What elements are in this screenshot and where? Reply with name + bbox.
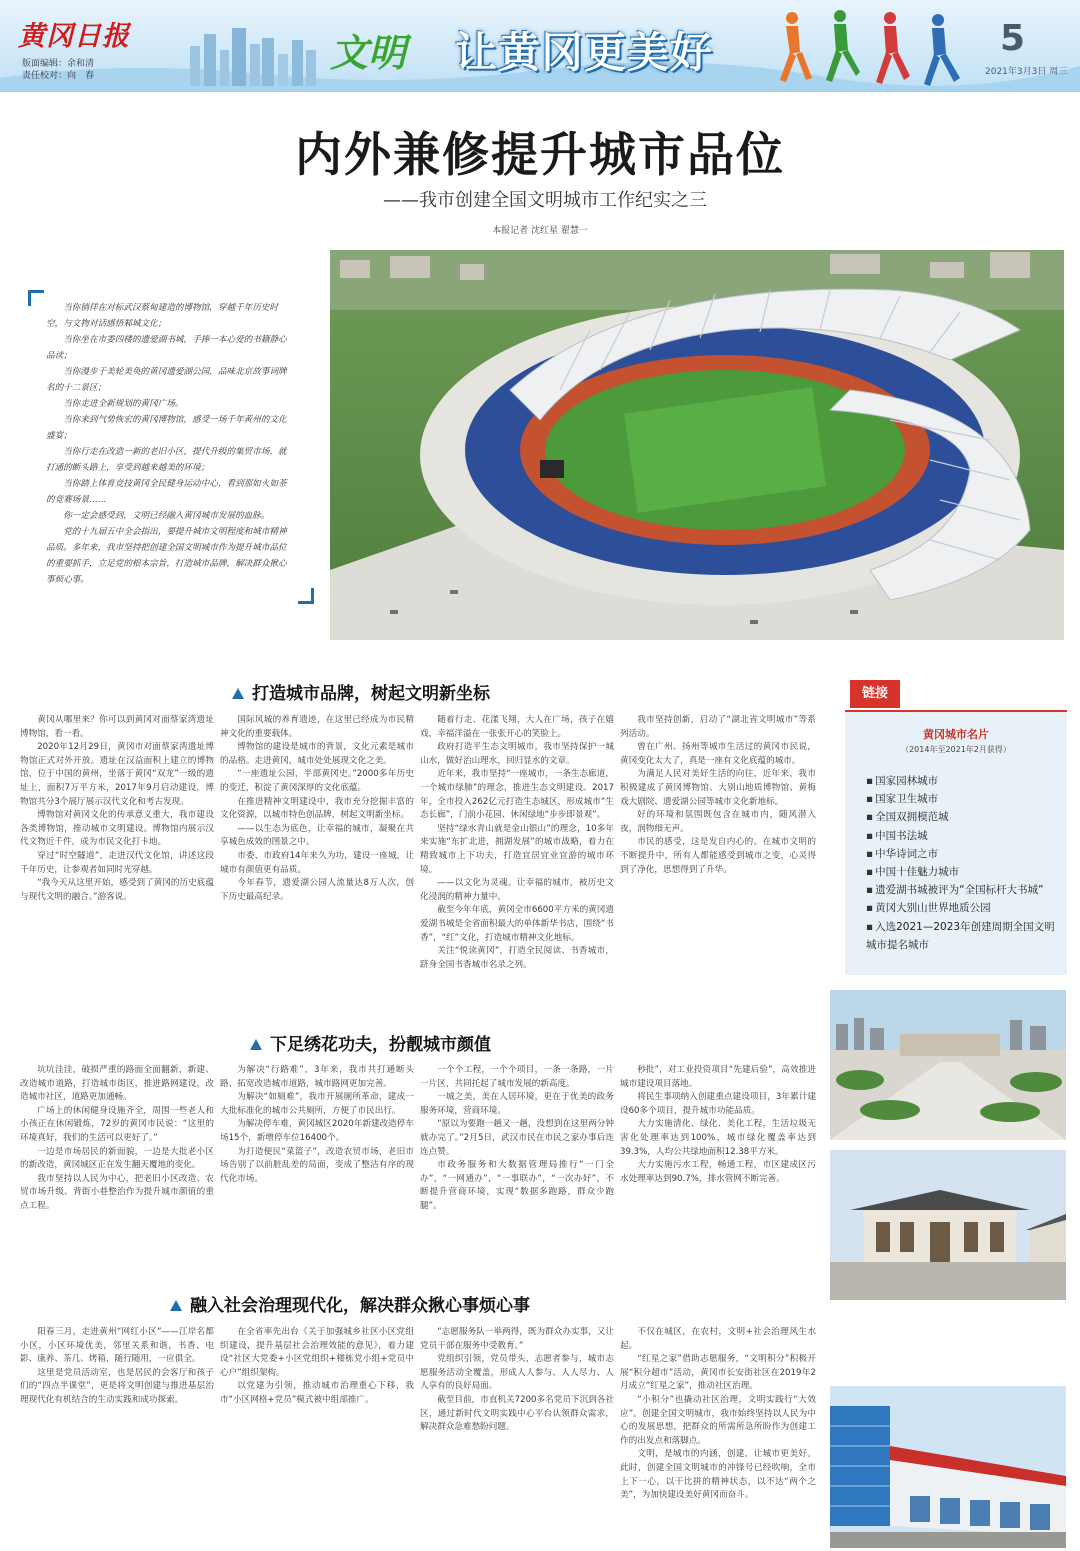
section-title-2 bbox=[250, 1030, 491, 1055]
list-item: ▪ 中国书法城 bbox=[866, 827, 1058, 845]
editor-credits bbox=[22, 58, 94, 82]
paragraph: 大力实施清化、绿化、美化工程，生活垃圾无害化处理率达到100%，城市绿化覆盖率达到39.3%，人均公共绿地面积12.38平方米。 bbox=[620, 1119, 816, 1157]
paragraph: 近年来，我市坚持“一座城市，一条生态廊道，一个城市绿肺”的理念，推进生态文明建设。2017年，全市投入262亿元打造生态城区，形成城市“生态长廊”，门前小花园、休闲绿地“步步即景观”。 bbox=[420, 769, 614, 821]
paragraph: 为解决停车难，黄冈城区2020年新建改造停车场15个，新增停车位16400个。 bbox=[220, 1119, 414, 1143]
modern-building-photo bbox=[830, 1386, 1066, 1548]
paragraph: 市委、市政府14年来久为功，建设一座城，让城市有颜值更有品质。 bbox=[220, 850, 414, 875]
page-number: 5 bbox=[1000, 18, 1026, 59]
paragraph: 我市坚持创新，启动了“湖北省文明城市”等系列活动。 bbox=[620, 715, 816, 739]
paragraph: 文明，是城市的内涵，创建，让城市更美好。此时，创建全国文明城市的冲锋号已经吹响，全市上下一心，以干比拼的精神状态，以不达“两个之美”，为加快建设美好黄冈而奋斗。 bbox=[620, 1449, 816, 1501]
editor-line: 版面编辑：余和清 bbox=[22, 59, 95, 69]
list-item: ▪ 国家园林城市 bbox=[866, 772, 1058, 790]
column-keyword: 文明 bbox=[330, 30, 407, 75]
section1-column-2 bbox=[220, 714, 414, 1006]
intro-bracket-top-left bbox=[28, 290, 44, 306]
proofreader-line: 责任校对：向 春 bbox=[22, 71, 95, 81]
paragraph: 坚持“绿水青山就是金山银山”的理念，10多年来实施“东扩北进，拥湖发展”的城市战略，着力在精致城市上下功夫，打造宜居宜业宜游的城市环境。 bbox=[420, 823, 614, 875]
intro-paragraph: 当你来到气势恢宏的黄冈博物馆，感受一场千年黄州的文化盛宴； bbox=[46, 415, 287, 441]
paragraph: 博物馆对黄冈文化的传承意义重大，我市建设各类博物馆，推动城市文明建设。博物馆内展示汉代文物近千件，成为市民文化打卡地。 bbox=[20, 810, 214, 848]
sidebar-period: （2014年至2021年2月获得） bbox=[901, 745, 1011, 754]
paragraph: 截至目前，市直机关7200多名党员下沉到各社区，通过新时代文明实践中心平台认领群众需求，解决群众急难愁盼问题。 bbox=[420, 1394, 614, 1433]
paragraph: 以党建为引领，推动城市治理重心下移，我市“小区网格+党员”模式被中组部推广。 bbox=[220, 1381, 414, 1405]
intro-paragraph: 当你漫步于美轮美奂的黄冈遗爱湖公园，品味北京故事词牌名的十二景区； bbox=[46, 367, 287, 393]
triangle-marker-icon bbox=[232, 688, 244, 699]
paragraph: 在推进精神文明建设中，我市充分挖掘丰富的文化资源，以城市特色创品牌，树起文明新坐标。 bbox=[220, 796, 414, 821]
paragraph: 今年春节，遗爱湖公园人流量达8万人次，创下历史最高纪录。 bbox=[220, 878, 414, 902]
section2-column-2 bbox=[220, 1064, 414, 1276]
paragraph: 广场上的休闲健身设施齐全，周围一些老人和小孩正在休闲锻炼，72岁的黄冈市民说：“这里的环境真好，我们的生活可以更好了。” bbox=[20, 1105, 214, 1143]
intro-paragraph: 当你徜徉在对标武汉蔡甸建造的博物馆，穿越千年历史时空，与文物对话感悟邾城文化； bbox=[46, 303, 279, 329]
list-item: ▪ 中国十佳魅力城市 bbox=[866, 863, 1058, 881]
page-headline: 内外兼修提升城市品位 bbox=[295, 128, 785, 183]
paragraph: 为解决“行路难”，3年来，我市共打通断头路、拓宽改造城市道路，城市路网更加完善。 bbox=[220, 1065, 414, 1089]
section2-column-4 bbox=[620, 1064, 816, 1276]
paragraph: “志愿服务队一举两得，既为群众办实事，又让党员干部在服务中受教育。” bbox=[420, 1327, 614, 1351]
paragraph: 我市坚持以人民为中心，把老旧小区改造、农贸市场升级、背街小巷整治作为提升城市颜值的重点工程。 bbox=[20, 1173, 214, 1211]
sidebar-title: 黄冈城市名片 bbox=[923, 728, 989, 741]
paragraph: 不仅在城区，在农村，文明+社会治理风生水起。 bbox=[620, 1327, 816, 1351]
list-item: ▪ 入选2021—2023年创建周期全国文明城市提名城市 bbox=[866, 918, 1058, 954]
list-item: ▪ 中华诗词之市 bbox=[866, 845, 1058, 863]
intro-paragraph: 你一定会感受到，文明已经融入黄冈城市发展的血脉。 bbox=[63, 511, 270, 521]
paragraph: 大力实施污水工程，畅通工程，市区建成区污水处理率达到90.7%，排水管网不断完善。 bbox=[620, 1160, 816, 1184]
paragraph: 市民的感受，这是发自内心的。在城市文明的不断提升中，所有人都能感受到城市之变，心灵得到了净化，思想得到了升华。 bbox=[620, 837, 816, 875]
section2-column-1 bbox=[20, 1064, 214, 1276]
paragraph: 2020年12月29日，黄冈市对面蔡家湾遗址博物馆正式对外开放。遗址在汉益面积上建立的博物馆，位于中国的黄州，坐落于黄冈“双龙”一级的遗址上，面积7万平方米，2017年9月启动建设，博物馆共分3个展厅展示汉代文化和考古发现。 bbox=[20, 742, 214, 807]
section3-column-1 bbox=[20, 1326, 214, 1546]
paragraph: 好的环境和氛围既包含在城市内，随风潜入夜，润物细无声。 bbox=[620, 810, 816, 834]
paragraph: 为打造便民“菜篮子”，改造农贸市场，老旧市场告别了以前脏乱差的局面，变成了整洁有序的现代化市场。 bbox=[220, 1146, 414, 1184]
paragraph: 曾在广州、扬州等城市生活过的黄冈市民说，黄冈变化太大了，真是一座有文化底蕴的城市。 bbox=[620, 742, 816, 766]
paragraph: 一边是市场居民的新面貌，一边是大批老小区的新改造，黄冈城区正在发生翻天覆地的变化。 bbox=[20, 1146, 214, 1171]
masthead-banner bbox=[0, 0, 1080, 92]
paragraph: “原以为要跑一趟又一趟，没想到在这里两分钟就办完了。”2月5日，武汉市民在市民之家办事后连连点赞。 bbox=[420, 1119, 614, 1157]
section-title-text: 下足绣花功夫，扮靓城市颜值 bbox=[270, 1035, 491, 1055]
intro-paragraph: 当你行走在改造一新的老旧小区，提代升级的集贸市场，就打通的断头路上，享受到越来越美的环境； bbox=[46, 447, 287, 473]
paragraph: 截至今年年底，黄冈全市6600平方米的黄冈遗爱湖书城是全省面积最大的单体新华书店，围绕“书香”，“红”文化，打造城市精神文化地标。 bbox=[420, 905, 614, 943]
paragraph: 这里是党员活动室，也是居民的会客厅和孩子们的“四点半课堂”，更是将文明创建与推进基层治理现代化有机结合的生动实践和成功探索。 bbox=[20, 1367, 214, 1405]
paragraph: ——以生态为底色，让幸福的城市，凝聚在共享城色成效的图景之中。 bbox=[220, 823, 414, 848]
paragraph: 一城之美，美在人居环境，更在于优美的政务服务环境，营商环境。 bbox=[420, 1092, 614, 1116]
list-item: ▪ 全国双拥模范城 bbox=[866, 808, 1058, 826]
section3-column-4 bbox=[620, 1326, 816, 1546]
city-plaza-photo bbox=[830, 990, 1066, 1140]
triangle-marker-icon bbox=[170, 1300, 182, 1311]
section1-column-4 bbox=[620, 714, 816, 1006]
paragraph: 政府打造平生态文明城市，我市坚持保护一城山水，做好治山理水，回归显水的文章。 bbox=[420, 742, 614, 766]
section-title-text: 打造城市品牌，树起文明新坐标 bbox=[252, 684, 490, 704]
paragraph: 穿过“时空隧道”，走进汉代文化馆，讲述这段千年历史，让参观者如同时光穿越。 bbox=[20, 850, 214, 875]
intro-paragraph: 当你坐在市委四楼的遗爱湖书城，手捧一本心爱的书籍静心品读； bbox=[46, 335, 287, 361]
paragraph: 为解决“如厕难”，我市开展厕所革命，建成一大批标准化的城市公共厕所，方便了市民出行。 bbox=[220, 1092, 414, 1116]
list-item: ▪ 遗爱湖书城被评为“全国标杆大书城” bbox=[866, 881, 1058, 899]
paragraph: “小积分”也撬动社区治理，文明实践行“大效应”。创建全国文明城市，我市始终坚持以人民为中心的发展思想，把群众的所需所急所盼作为创建工作的出发点和落脚点。 bbox=[620, 1394, 816, 1446]
paragraph: 随着行走、花漾飞翔，大人在广场，孩子在嬉戏，幸福洋溢在一张张开心的笑脸上。 bbox=[420, 715, 614, 739]
paragraph: 党组织引领，党员带头，志愿者参与，城市志愿服务活动全覆盖，形成人人参与、人人尽力、人人享有的良好局面。 bbox=[420, 1354, 614, 1392]
list-item: ▪ 黄冈大别山世界地质公园 bbox=[866, 899, 1058, 917]
section3-column-3 bbox=[420, 1326, 614, 1546]
section-title-3 bbox=[170, 1291, 530, 1316]
runners-illustration bbox=[770, 4, 990, 90]
city-honors-list bbox=[866, 772, 1058, 954]
section1-column-3 bbox=[420, 714, 614, 1006]
intro-paragraph: 当你踏上体育竞技黄冈全民健身运动中心，看到那如火如荼的竞赛场景…… bbox=[46, 479, 287, 505]
traditional-building-photo bbox=[830, 1150, 1066, 1300]
paragraph: 秒批”，对工业投资项目“先建后验”，高效推进城市建设项目落地。 bbox=[620, 1065, 816, 1089]
paragraph: 将民生事项纳入创建重点建设项目，3年累计建设60多个项目，提升城市功能品质。 bbox=[620, 1092, 816, 1116]
paragraph: 黄冈从哪里来？你可以到黄冈对面蔡家湾遗址博物馆，看一看。 bbox=[20, 715, 214, 739]
section3-column-2 bbox=[220, 1326, 414, 1546]
paragraph: 为满足人民对美好生活的向往，近年来，我市积极建成了黄冈博物馆、大别山地质博物馆、黄梅戏大剧院、遗爱湖公园等城市文化新地标。 bbox=[620, 769, 816, 807]
paragraph: “一座遗址公园，半部黄冈史。”2000多年历史的变迁，积淀了黄冈深厚的文化底蕴。 bbox=[220, 769, 414, 793]
paragraph: 博物馆的建设是城市的背景，文化元素是城市的品格。走进黄冈，城市处处展现文化之美。 bbox=[220, 742, 414, 766]
paragraph: 在全省率先出台《关于加强城乡社区小区党组织建设，提升基层社会治理效能的意见》，着力建设“社区大党委+小区党组织+楼栋党小组+党员中心户”组织架构。 bbox=[220, 1327, 414, 1378]
intro-paragraph: 党的十九届五中全会指出，要提升城市文明程度和城市精神品质。多年来，我市坚持把创建全国文明城市作为提升城市品位的重要抓手，立足党的根本宗旨，打造城市品牌，解决群众揪心事烦心事。 bbox=[46, 527, 287, 585]
paragraph: 阳春三月，走进黄州“网红小区”——江岸名都小区，小区环境优美，邻里关系和谐，书香、电影、康养、茶几、烤箱，随行随用，一应俱全。 bbox=[20, 1327, 214, 1365]
paragraph: ——以文化为灵魂。让幸福的城市，被历史文化浸润的精神力量中。 bbox=[420, 878, 614, 902]
column-slogan: 让黄冈更美好 bbox=[455, 28, 714, 77]
paragraph: 关注“悦读黄冈”，打造全民阅读、书香城市，跻身全国书香城市名录之列。 bbox=[420, 946, 614, 970]
paragraph: “我今天从这里开始，感受到了黄冈的历史底蕴与现代文明的融合。”游客说。 bbox=[20, 878, 214, 902]
paragraph: 市政务服务和大数据管理局推行“一门全办”，“一网通办”，“一事联办”，“一次办好”，不断提升营商环境，实现“数据多跑路，群众少跑腿”。 bbox=[420, 1160, 614, 1211]
list-item: ▪ 国家卫生城市 bbox=[866, 790, 1058, 808]
issue-date: 2021年3月3日 周三 bbox=[985, 67, 1068, 77]
section-title-text: 融入社会治理现代化，解决群众揪心事烦心事 bbox=[190, 1296, 530, 1316]
paragraph: 坑坑洼洼，破损严重的路面全面翻新，新建、改造城市道路，打造城市街区，推进路网建设，改造城市社区，道路更加通畅。 bbox=[20, 1065, 214, 1103]
section2-column-3 bbox=[420, 1064, 614, 1276]
stadium-aerial-photo bbox=[330, 250, 1064, 640]
subheadline: ——我市创建全国文明城市工作纪实之三 bbox=[383, 190, 707, 211]
triangle-marker-icon bbox=[250, 1039, 262, 1050]
byline: 本报记者 沈红星 翟慧一 bbox=[492, 226, 588, 236]
paragraph: “红星之家”借助志愿服务，“文明积分”积极开展“积分超市”活动，黄冈市长安街社区在2019年2月成立“红星之家”，推动社区治理。 bbox=[620, 1354, 816, 1392]
paragraph: 国际风城的养育遗迹，在这里已经成为市民精神文化的重要载体。 bbox=[220, 715, 414, 739]
section1-column-1 bbox=[20, 714, 214, 1006]
sidebar-tab: 链接 bbox=[850, 680, 900, 708]
section-title-1 bbox=[232, 679, 490, 704]
intro-text bbox=[46, 300, 288, 588]
intro-bracket-bottom-right bbox=[298, 588, 314, 604]
newspaper-logo: 黄冈日报 bbox=[18, 21, 130, 52]
intro-paragraph: 当你走进全新规划的黄冈广场。 bbox=[63, 399, 184, 409]
paragraph: 一个个工程，一个个项目，一条一条路，一片一片区，共同托起了城市发展的新高度。 bbox=[420, 1065, 614, 1089]
